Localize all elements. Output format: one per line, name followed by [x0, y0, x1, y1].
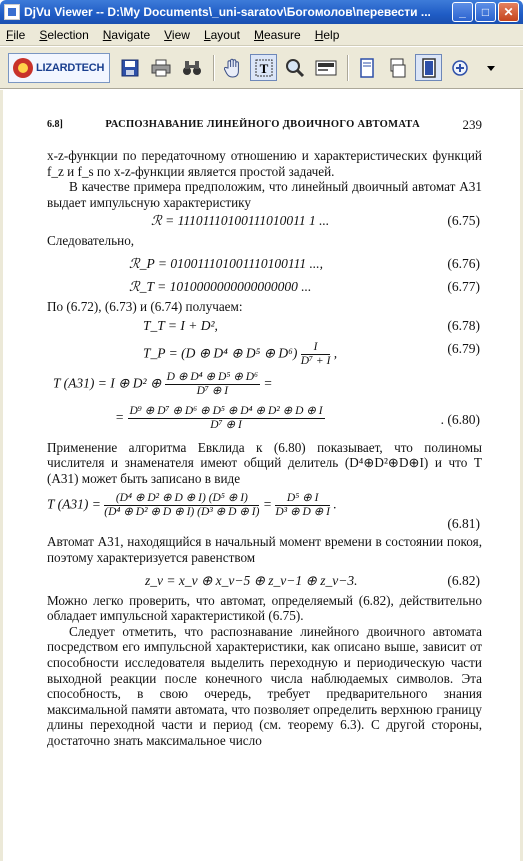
close-button[interactable]: ✕ — [498, 2, 519, 22]
paragraph: По (6.72), (6.73) и (6.74) получаем: — [47, 298, 243, 314]
equation-6-77: ℛ_T = 1010000000000000000 ... (6.77) — [129, 278, 480, 294]
running-title: РАСПОЗНАВАНИЕ ЛИНЕЙНОГО ДВОИЧНОГО АВТОМАТА — [105, 119, 420, 130]
binoculars-icon — [182, 59, 202, 77]
continuous-page-button[interactable] — [384, 54, 411, 81]
window-title: DjVu Viewer -- D:\My Documents\_uni-saratov\Богомолов\перевести ... — [24, 5, 431, 19]
menu-selection[interactable]: Selection — [39, 27, 89, 42]
toolbar-overflow-button[interactable] — [477, 54, 504, 81]
app-icon — [4, 4, 20, 20]
fraction: $\frac{\text{D ⊕ D⁴ ⊕ D⁵ ⊕ D⁶}}{\text{D⁷ ⊕ I}}$ — [166, 370, 259, 397]
title-bar — [0, 0, 523, 24]
region-select-icon — [315, 59, 337, 77]
text-select-icon — [255, 59, 273, 77]
equation-6-76: ℛ_P = 010011101001110100111 ..., (6.76) — [129, 255, 480, 271]
single-page-button[interactable] — [353, 54, 380, 81]
save-icon — [121, 59, 139, 77]
equation-6-80-line2: = $\frac{\text{D⁹ ⊕ D⁷ ⊕ D⁶ ⊕ D⁵ ⊕ D⁴ ⊕ D² ⊕ D ⊕ I}}{\text{D⁷ ⊕ I}}$ . (6.80) — [115, 404, 480, 431]
print-icon — [151, 59, 171, 77]
single-page-icon — [359, 58, 375, 78]
equation-6-82: z_v = x_v ⊕ x_v−5 ⊕ z_v−1 ⊕ z_v−3. (6.82) — [145, 572, 480, 588]
zoom-icon — [285, 58, 305, 78]
zoom-in-button[interactable] — [446, 54, 473, 81]
text-select-button[interactable] — [250, 54, 277, 81]
section-number: 6.8] — [47, 119, 63, 130]
find-button[interactable] — [178, 54, 205, 81]
paragraph: Можно легко проверить, что автомат, определяемый (6.82), действительно обладает импульсной характеристикой (6.75). — [47, 592, 482, 624]
toolbar-separator — [213, 55, 215, 81]
menu-navigate[interactable]: Navigate — [102, 27, 151, 42]
save-button[interactable] — [116, 54, 143, 81]
minimize-button[interactable]: _ — [452, 2, 473, 22]
facing-page-icon — [421, 58, 437, 78]
menu-view[interactable]: View — [164, 27, 190, 42]
paragraph: Автомат A31, находящийся в начальный момент времени в состоянии покоя, поэтому характеризуется равенством — [47, 534, 482, 565]
continuous-page-icon — [389, 58, 407, 78]
region-select-button[interactable] — [312, 54, 339, 81]
menu-help[interactable]: Help — [314, 27, 340, 42]
facing-page-button[interactable] — [415, 54, 442, 81]
equation-6-79: T_P = (D ⊕ D⁴ ⊕ D⁵ ⊕ D⁶) $\frac{I}{\text{D⁷ + I}}$ , (6.79) — [143, 340, 480, 367]
document-viewport[interactable] — [0, 90, 523, 861]
menu-layout[interactable]: Layout — [203, 27, 240, 42]
page-number: 239 — [462, 117, 482, 132]
lizardtech-logo[interactable]: LIZARDTECH — [8, 53, 110, 83]
fraction: $\frac{I}{\text{D⁷ + I}}$ — [300, 340, 331, 367]
paragraph: x-z-функции по передаточному отношению и характеристических функций f_z и f_s по x-z-функции является простой задачей. — [47, 148, 482, 179]
zoom-in-icon — [451, 59, 469, 77]
equation-6-75: ℛ = 11101110100111010011 1 ... (6.75) — [151, 213, 480, 229]
menu-file[interactable]: File — [6, 27, 26, 42]
window-controls — [452, 2, 519, 22]
paragraph: Следует отметить, что распознавание линейного двоичного автомата посредством его импульсной характеристики, как описано выше, зависит от способности исследователя выделить переходную и периодическую части выходной реакции после конечного числа наблюдаемых символов. Эта способность, в свою очередь, требует предварительного знания максимальной памяти автомата, что позволяет определить верхнюю границу длины переходной части и период (см. теорему 6.3). С другой стороны, достаточно знать максимальное число — [47, 623, 482, 748]
toolbar-separator — [347, 55, 349, 81]
page-header — [47, 118, 482, 148]
hand-icon — [224, 58, 242, 78]
hand-tool-button[interactable] — [219, 54, 246, 81]
fraction: $\frac{\text{D⁹ ⊕ D⁷ ⊕ D⁶ ⊕ D⁵ ⊕ D⁴ ⊕ D² ⊕ D ⊕ I}}{\text{D⁷ ⊕ I}}$ — [129, 404, 323, 431]
equation-6-78: T_T = I + D², (6.78) — [143, 317, 480, 333]
svg-text:T: T — [259, 60, 268, 76]
fraction: $\frac{\text{D⁵ ⊕ I}}{\text{D³ ⊕ D ⊕ I}}$ — [275, 492, 330, 519]
menu-measure[interactable]: Measure — [253, 27, 301, 42]
toolbar — [0, 47, 523, 89]
paragraph: В качестве примера предположим, что линейный двоичный автомат A31 выдает импульсную характеристику — [47, 179, 482, 210]
document-page — [47, 118, 482, 748]
equation-6-81: T (A31) = $\frac{\text{(D⁴ ⊕ D² ⊕ D ⊕ I) (D⁵ ⊕ I)}}{\text{(D⁴ ⊕ D² ⊕ D ⊕ I) (D³ ⊕ D ⊕ I)}}$ = $\frac{\text{D⁵ ⊕ I}}{\text{D³ ⊕ D ⊕ I}}$ . (6.81) — [47, 492, 480, 532]
lizard-icon — [13, 58, 33, 78]
zoom-tool-button[interactable] — [281, 54, 308, 81]
paragraph: Применение алгоритма Евклида к (6.80) показывает, что полиномы числителя и знаменателя имеют общий делитель (D⁴⊕D²⊕D⊕I) и что T (A31) может быть записано в виде — [47, 439, 482, 486]
maximize-button[interactable]: □ — [475, 2, 496, 22]
paragraph: Следовательно, — [47, 233, 135, 249]
equation-6-80-line1: T (A31) = I ⊕ D² ⊕ $\frac{\text{D ⊕ D⁴ ⊕ D⁵ ⊕ D⁶}}{\text{D⁷ ⊕ I}}$ = — [53, 370, 273, 397]
dropdown-arrow-icon — [487, 64, 495, 72]
fraction: $\frac{\text{(D⁴ ⊕ D² ⊕ D ⊕ I) (D⁵ ⊕ I)}}{\text{(D⁴ ⊕ D² ⊕ D ⊕ I) (D³ ⊕ D ⊕ I)}}$ — [104, 492, 260, 519]
print-button[interactable] — [147, 54, 174, 81]
menu-bar — [0, 24, 523, 46]
